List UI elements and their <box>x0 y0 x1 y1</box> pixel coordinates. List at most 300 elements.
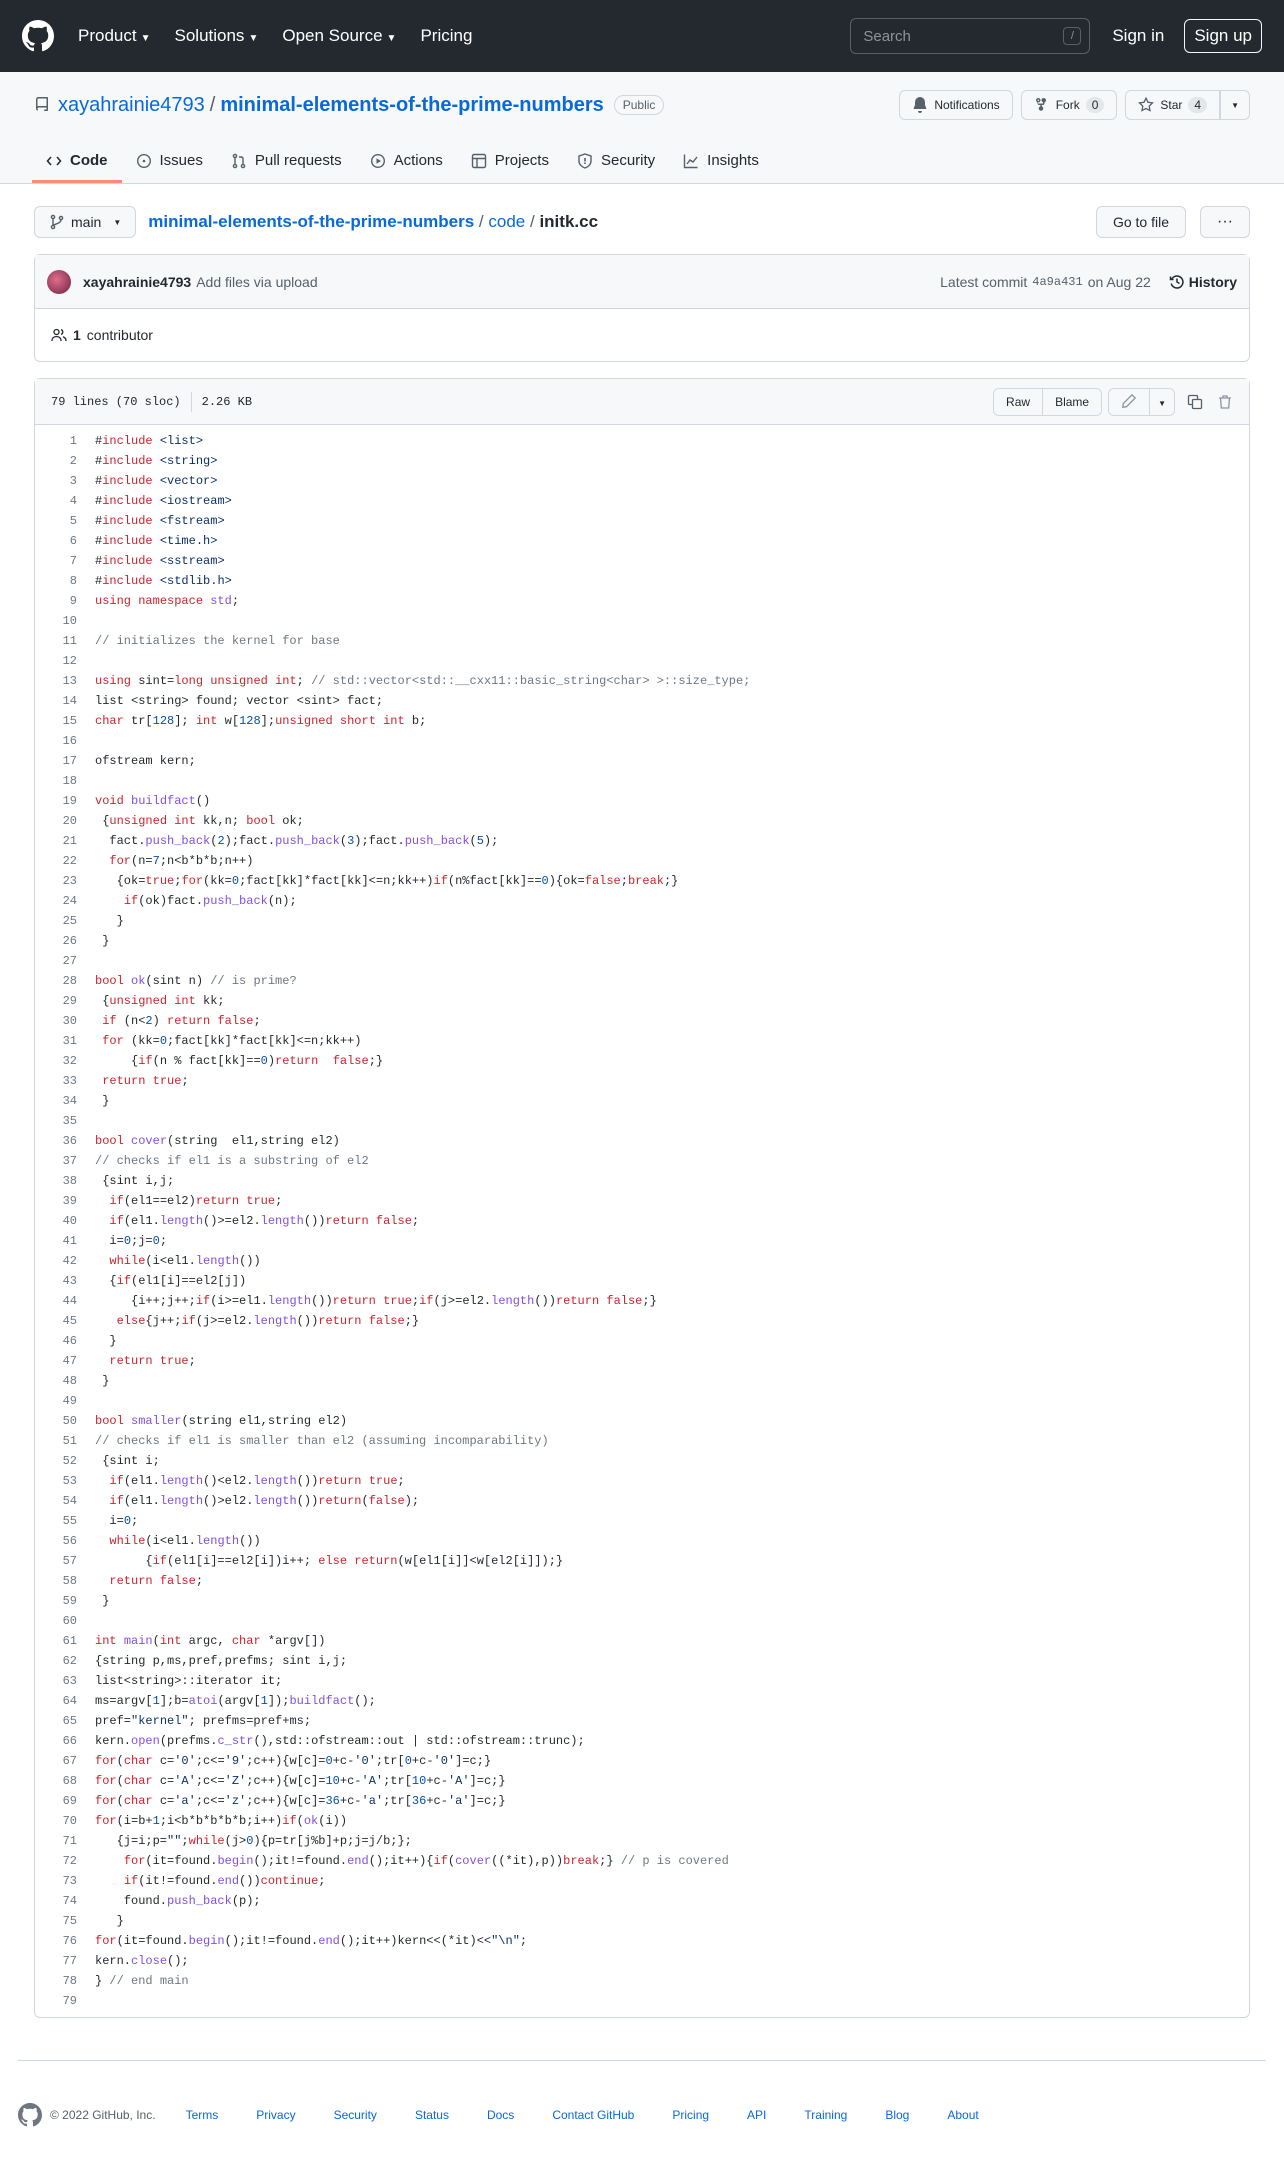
line-code: for(i=b+1;i<b*b*b*b*b;i++)if(ok(i)) <box>95 1814 348 1828</box>
line-code: found.push_back(p); <box>95 1894 261 1908</box>
star-icon <box>1138 97 1154 113</box>
line-number[interactable]: 10 <box>62 614 77 628</box>
code-line <box>35 1331 1249 1351</box>
line-number[interactable]: 6 <box>69 534 77 548</box>
line-number[interactable]: 77 <box>62 1954 77 1968</box>
line-code: if (n<2) return false; <box>102 1014 261 1028</box>
code-line <box>35 1611 1249 1631</box>
line-number[interactable]: 4 <box>69 494 77 508</box>
line-code: {sint i; <box>95 1454 160 1468</box>
line-code: {ok=true;for(kk=0;fact[kk]*fact[kk]<=n;kk++)if(n%fact[kk]==0){ok=false;break;} <box>95 874 679 888</box>
code-line <box>35 671 1249 691</box>
line-number[interactable]: 7 <box>69 554 77 568</box>
blame-button[interactable]: Blame <box>1042 389 1101 415</box>
line-number[interactable]: 55 <box>62 1514 77 1528</box>
code-line <box>35 1531 1249 1551</box>
code-line <box>35 1731 1249 1751</box>
line-number[interactable]: 50 <box>62 1414 77 1428</box>
code-line <box>35 911 1249 931</box>
line-code: // initializes the kernel for base <box>95 634 340 648</box>
code-line <box>35 1591 1249 1611</box>
tab-issues-label: Issues <box>159 152 203 169</box>
code-line <box>35 1851 1249 1871</box>
code-line <box>35 1011 1249 1031</box>
line-number[interactable]: 64 <box>62 1694 77 1708</box>
shield-icon <box>577 153 593 169</box>
line-number[interactable]: 53 <box>62 1474 77 1488</box>
fork-count: 0 <box>1086 97 1105 113</box>
file-box <box>34 378 1250 2018</box>
line-number[interactable]: 43 <box>62 1274 77 1288</box>
code-line <box>35 1711 1249 1731</box>
line-number[interactable]: 42 <box>62 1254 77 1268</box>
tab-code-label: Code <box>70 152 108 169</box>
code-line <box>35 511 1249 531</box>
nav-pricing[interactable]: Pricing <box>420 26 473 45</box>
code-line <box>35 1891 1249 1911</box>
code-line <box>35 811 1249 831</box>
code-line <box>35 1931 1249 1951</box>
footer-link-security[interactable]: Security <box>333 2108 377 2122</box>
breadcrumb <box>148 212 598 232</box>
code-line <box>35 1991 1249 2011</box>
line-code <box>77 1611 95 1631</box>
line-number[interactable]: 21 <box>62 834 77 848</box>
line-code: for (kk=0;fact[kk]*fact[kk]<=n;kk++) <box>102 1034 362 1048</box>
code-line <box>35 931 1249 951</box>
code-line <box>35 451 1249 471</box>
graph-icon <box>683 153 699 169</box>
line-code: if(el1.length()>el2.length())return(false); <box>109 1494 420 1508</box>
issue-icon <box>136 153 152 169</box>
line-number[interactable]: 30 <box>62 1014 77 1028</box>
line-number[interactable]: 25 <box>62 914 77 928</box>
footer-link-about[interactable]: About <box>947 2108 979 2122</box>
line-number[interactable]: 63 <box>62 1674 77 1688</box>
tab-pull-requests[interactable] <box>217 152 356 183</box>
line-number[interactable]: 37 <box>62 1154 77 1168</box>
line-number[interactable]: 75 <box>62 1914 77 1928</box>
code-line <box>35 551 1249 571</box>
line-number[interactable]: 58 <box>62 1574 77 1588</box>
line-number[interactable]: 65 <box>62 1714 77 1728</box>
code-line <box>35 1551 1249 1571</box>
commit-message-link[interactable]: Add files via upload <box>196 273 318 290</box>
tab-pull-requests-label: Pull requests <box>254 152 342 169</box>
slash-key-hint: / <box>1063 27 1081 45</box>
line-number[interactable]: 66 <box>62 1734 77 1748</box>
code-line <box>35 1171 1249 1191</box>
code-line <box>35 631 1249 651</box>
code-line <box>35 591 1249 611</box>
code-line <box>35 951 1249 971</box>
line-number[interactable]: 41 <box>62 1234 77 1248</box>
line-number[interactable]: 59 <box>62 1594 77 1608</box>
notifications-button[interactable] <box>899 90 1012 120</box>
breadcrumb-file-name: initk.cc <box>539 212 599 231</box>
line-number[interactable]: 51 <box>62 1434 77 1448</box>
history-link[interactable] <box>1169 274 1237 290</box>
breadcrumb-repo-link[interactable]: minimal-elements-of-the-prime-numbers <box>148 212 475 231</box>
footer-link-pricing[interactable]: Pricing <box>672 2108 710 2122</box>
line-code: ms=argv[1];b=atoi(argv[1]);buildfact(); <box>95 1694 376 1708</box>
contributors-label: contributor <box>86 327 153 343</box>
line-number[interactable]: 60 <box>62 1614 77 1628</box>
line-code: for(char c='0';c<='9';c++){w[c]=0+c-'0';tr[0+c-'0']=c;} <box>95 1754 492 1768</box>
line-code: #include <stdlib.h> <box>95 574 232 588</box>
line-code: // checks if el1 is a substring of el2 <box>95 1154 369 1168</box>
pull-request-icon <box>231 153 247 169</box>
commit-author-link[interactable]: xayahrainie4793 <box>83 273 192 290</box>
pencil-icon <box>1121 393 1137 409</box>
line-number[interactable]: 31 <box>62 1034 77 1048</box>
contributors-count: 1 <box>73 327 81 343</box>
line-code: kern.open(prefms.c_str(),std::ofstream::out | std::ofstream::trunc); <box>95 1734 585 1748</box>
path-separator: / <box>478 212 484 231</box>
tab-issues[interactable] <box>122 152 217 183</box>
code-line <box>35 1311 1249 1331</box>
code-line <box>35 1491 1249 1511</box>
line-number[interactable]: 39 <box>62 1194 77 1208</box>
line-number[interactable]: 16 <box>62 734 77 748</box>
line-number[interactable]: 9 <box>69 594 77 608</box>
more-options-button[interactable]: ··· <box>1200 206 1250 238</box>
code-line <box>35 751 1249 771</box>
code-line <box>35 991 1249 1011</box>
line-number[interactable]: 74 <box>62 1894 77 1908</box>
line-code: {sint i,j; <box>95 1174 175 1188</box>
line-number[interactable]: 36 <box>62 1134 77 1148</box>
line-number[interactable]: 47 <box>62 1354 77 1368</box>
code-line <box>35 651 1249 671</box>
line-number[interactable]: 23 <box>62 874 77 888</box>
line-code: {i++;j++;if(i>=el1.length())return true;if(j>=el2.length())return false;} <box>95 1294 657 1308</box>
tab-projects-label: Projects <box>494 152 549 169</box>
code-line <box>35 571 1249 591</box>
line-code: for(char c='A';c<='Z';c++){w[c]=10+c-'A';tr[10+c-'A']=c;} <box>95 1774 506 1788</box>
branch-name: main <box>71 214 102 230</box>
raw-blame-group <box>993 388 1102 416</box>
code-line <box>35 1071 1249 1091</box>
footer-link-terms[interactable]: Terms <box>185 2108 219 2122</box>
fork-button[interactable] <box>1021 90 1118 120</box>
path-separator: / <box>209 93 216 116</box>
line-number[interactable]: 14 <box>62 694 77 708</box>
line-code <box>77 951 95 971</box>
line-number[interactable]: 18 <box>62 774 77 788</box>
line-code: bool smaller(string el1,string el2) <box>95 1414 348 1428</box>
footer-link-api[interactable]: API <box>747 2108 767 2122</box>
footer <box>18 2103 1266 2127</box>
line-code: pref="kernel"; prefms=pref+ms; <box>95 1714 312 1728</box>
line-code: } // end main <box>95 1974 189 1988</box>
line-code: {if(el1[i]==el2[j]) <box>95 1274 247 1288</box>
global-header <box>0 0 1284 72</box>
branch-icon <box>49 214 65 230</box>
line-code: // checks if el1 is smaller than el2 (assuming incomparability) <box>95 1434 549 1448</box>
line-number[interactable]: 61 <box>62 1634 77 1648</box>
code-line <box>35 1291 1249 1311</box>
line-number[interactable]: 35 <box>62 1114 77 1128</box>
sign-up-button[interactable]: Sign up <box>1184 19 1262 53</box>
chevron-down-icon: ▼ <box>113 217 122 227</box>
line-number[interactable]: 54 <box>62 1494 77 1508</box>
line-number[interactable]: 19 <box>62 794 77 808</box>
line-number[interactable]: 67 <box>62 1754 77 1768</box>
code-line <box>35 771 1249 791</box>
history-label: History <box>1188 273 1237 290</box>
footer-links <box>186 2108 979 2122</box>
line-number[interactable]: 44 <box>62 1294 77 1308</box>
tab-actions[interactable] <box>356 152 457 183</box>
latest-commit-label: Latest commit <box>940 273 1028 290</box>
branch-select-button[interactable] <box>34 206 136 238</box>
fork-icon <box>1034 97 1050 113</box>
edit-dropdown-button[interactable] <box>1149 389 1174 415</box>
line-number[interactable]: 17 <box>62 754 77 768</box>
line-code: } <box>95 1594 110 1608</box>
copy-icon[interactable] <box>1187 394 1203 410</box>
line-number[interactable]: 45 <box>62 1314 77 1328</box>
fork-label: Fork <box>1055 98 1080 112</box>
line-code <box>77 651 95 671</box>
line-code: bool cover(string el1,string el2) <box>95 1134 340 1148</box>
avatar[interactable] <box>47 270 71 294</box>
footer-link-status[interactable]: Status <box>414 2108 449 2122</box>
line-number[interactable]: 3 <box>69 474 77 488</box>
line-number[interactable]: 28 <box>62 974 77 988</box>
nav-open-source[interactable]: Open Source ▼ <box>282 26 397 45</box>
raw-button[interactable]: Raw <box>994 389 1042 415</box>
repo-owner-link[interactable]: xayahrainie4793 <box>58 93 205 116</box>
line-code <box>77 771 95 791</box>
code-line <box>35 791 1249 811</box>
sign-in-link[interactable]: Sign in <box>1112 26 1165 45</box>
line-number[interactable]: 56 <box>62 1534 77 1548</box>
code-line <box>35 731 1249 751</box>
line-code: if(el1==el2)return true; <box>109 1194 283 1208</box>
line-code: } <box>95 934 110 948</box>
notifications-label: Notifications <box>934 98 1000 112</box>
bell-icon <box>912 97 928 113</box>
line-number[interactable]: 57 <box>62 1554 77 1568</box>
line-number[interactable]: 40 <box>62 1214 77 1228</box>
table-icon <box>471 153 487 169</box>
footer-link-contact-github[interactable]: Contact GitHub <box>552 2108 635 2122</box>
line-code: list <string> found; vector <sint> fact; <box>95 694 384 708</box>
line-number[interactable]: 15 <box>62 714 77 728</box>
code-line <box>35 1951 1249 1971</box>
line-code: using sint=long unsigned int; // std::vector<std::__cxx11::basic_string<char> >::size_type; <box>95 674 751 688</box>
code-line <box>35 1431 1249 1451</box>
line-code: } <box>95 1094 110 1108</box>
line-code: #include <fstream> <box>95 514 225 528</box>
line-number[interactable]: 48 <box>62 1374 77 1388</box>
line-code: else{j++;if(j>=el2.length())return false;} <box>116 1314 420 1328</box>
tab-insights[interactable] <box>669 152 773 183</box>
line-number[interactable]: 13 <box>62 674 77 688</box>
line-number[interactable]: 46 <box>62 1334 77 1348</box>
line-code: {if(el1[i]==el2[i])i++; else return(w[el1[i]]<w[el2[i]]);} <box>95 1554 564 1568</box>
line-number[interactable]: 49 <box>62 1394 77 1408</box>
line-number[interactable]: 8 <box>69 574 77 588</box>
line-number[interactable]: 29 <box>62 994 77 1008</box>
code-line <box>35 1811 1249 1831</box>
tab-projects[interactable] <box>457 152 563 183</box>
footer-copyright: © 2022 GitHub, Inc. <box>50 2108 156 2122</box>
code-line <box>35 1631 1249 1651</box>
line-code: using namespace std; <box>95 594 240 608</box>
line-code: kern.close(); <box>95 1954 189 1968</box>
line-number[interactable]: 71 <box>62 1834 77 1848</box>
line-code: } <box>95 1334 117 1348</box>
repo-name-link[interactable]: minimal-elements-of-the-prime-numbers <box>220 93 604 116</box>
star-button[interactable] <box>1125 90 1220 120</box>
line-number[interactable]: 68 <box>62 1774 77 1788</box>
tab-security-label: Security <box>600 152 656 169</box>
chevron-down-icon: ▼ <box>1158 398 1166 408</box>
line-code: for(it=found.begin();it!=found.end();it++){if(cover((*it),p))break;} // p is covered <box>123 1854 729 1868</box>
code-line <box>35 1911 1249 1931</box>
line-number[interactable]: 70 <box>62 1814 77 1828</box>
line-number[interactable]: 12 <box>62 654 77 668</box>
line-code: #include <string> <box>95 454 218 468</box>
line-code: int main(int argc, char *argv[]) <box>95 1634 326 1648</box>
line-code: #include <vector> <box>95 474 218 488</box>
line-number[interactable]: 52 <box>62 1454 77 1468</box>
code-line <box>35 1031 1249 1051</box>
line-number[interactable]: 11 <box>62 634 77 648</box>
code-line <box>35 1211 1249 1231</box>
search-input[interactable] <box>850 18 1090 54</box>
line-code: fact.push_back(2);fact.push_back(3);fact.push_back(5); <box>95 834 499 848</box>
line-code: i=0;j=0; <box>95 1234 168 1248</box>
code-line <box>35 471 1249 491</box>
code-line <box>35 1691 1249 1711</box>
contributors-link[interactable] <box>35 309 1249 361</box>
code-line <box>35 1871 1249 1891</box>
line-code <box>77 1991 95 2011</box>
play-circle-icon <box>370 153 386 169</box>
line-number[interactable]: 5 <box>69 514 77 528</box>
line-code: for(it=found.begin();it!=found.end();it++)kern<<(*it)<<"\n"; <box>95 1934 528 1948</box>
star-count: 4 <box>1188 97 1207 113</box>
line-number[interactable]: 73 <box>62 1874 77 1888</box>
code-line <box>35 1411 1249 1431</box>
line-number[interactable]: 2 <box>69 454 77 468</box>
line-number[interactable]: 72 <box>62 1854 77 1868</box>
code-line <box>35 1231 1249 1251</box>
line-code: } <box>95 1914 124 1928</box>
line-number[interactable]: 24 <box>62 894 77 908</box>
code-line <box>35 891 1249 911</box>
footer-link-privacy[interactable]: Privacy <box>256 2108 296 2122</box>
divider <box>191 392 192 412</box>
line-number[interactable]: 20 <box>62 814 77 828</box>
footer-link-training[interactable]: Training <box>804 2108 848 2122</box>
code-line <box>35 1371 1249 1391</box>
breadcrumb-dir-link[interactable]: code <box>488 212 526 231</box>
code-icon <box>46 153 62 169</box>
line-code: return false; <box>109 1574 204 1588</box>
code-line <box>35 1251 1249 1271</box>
code-line <box>35 1471 1249 1491</box>
footer-divider <box>18 2060 1266 2061</box>
line-number[interactable]: 34 <box>62 1094 77 1108</box>
tab-actions-label: Actions <box>393 152 443 169</box>
nav-solutions[interactable]: Solutions ▼ <box>174 26 259 45</box>
line-number[interactable]: 69 <box>62 1794 77 1808</box>
trash-icon[interactable] <box>1217 394 1233 410</box>
code-line <box>35 1091 1249 1111</box>
line-code: return true; <box>109 1354 196 1368</box>
code-line <box>35 1151 1249 1171</box>
code-line <box>35 1651 1249 1671</box>
line-number[interactable]: 76 <box>62 1934 77 1948</box>
line-code: return true; <box>102 1074 189 1088</box>
line-number[interactable]: 78 <box>62 1974 77 1988</box>
line-number[interactable]: 38 <box>62 1174 77 1188</box>
line-code: {unsigned int kk; <box>95 994 225 1008</box>
line-code: if(it!=found.end())continue; <box>123 1874 326 1888</box>
line-code: #include <iostream> <box>95 494 232 508</box>
commit-sha-link[interactable]: 4a9a431 <box>1032 274 1083 289</box>
star-dropdown-button[interactable] <box>1220 90 1250 120</box>
line-number[interactable]: 62 <box>62 1654 77 1668</box>
github-logo-icon[interactable] <box>22 20 54 52</box>
line-code: if(el1.length()<el2.length())return true; <box>109 1474 405 1488</box>
commit-box <box>34 254 1250 362</box>
code-line <box>35 1391 1249 1411</box>
tab-insights-label: Insights <box>707 152 759 169</box>
code-line <box>35 831 1249 851</box>
line-code: while(i<el1.length()) <box>109 1254 261 1268</box>
line-code: for(char c='a';c<='z';c++){w[c]=36+c-'a';tr[36+c-'a']=c;} <box>95 1794 506 1808</box>
line-number[interactable]: 26 <box>62 934 77 948</box>
line-code: {if(n % fact[kk]==0)return false;} <box>95 1054 384 1068</box>
line-code: } <box>95 914 124 928</box>
nav-product[interactable]: Product ▼ <box>78 26 151 45</box>
line-code: } <box>95 1374 110 1388</box>
line-number[interactable]: 33 <box>62 1074 77 1088</box>
code-line <box>35 1971 1249 1991</box>
line-number[interactable]: 22 <box>62 854 77 868</box>
go-to-file-button[interactable]: Go to file <box>1096 206 1186 238</box>
code-line <box>35 1111 1249 1131</box>
people-icon <box>51 327 67 343</box>
line-code <box>77 1391 95 1411</box>
code-line <box>35 531 1249 551</box>
edit-group <box>1108 388 1175 416</box>
footer-link-blog[interactable]: Blog <box>885 2108 910 2122</box>
line-number[interactable]: 1 <box>69 434 77 448</box>
file-size: 2.26 KB <box>201 394 253 409</box>
github-mark-icon[interactable] <box>18 2103 42 2127</box>
line-number[interactable]: 79 <box>62 1994 77 2008</box>
edit-button[interactable] <box>1109 389 1149 415</box>
code-line <box>35 691 1249 711</box>
line-code <box>77 611 95 631</box>
line-code: list<string>::iterator it; <box>95 1674 283 1688</box>
tab-code[interactable] <box>32 152 122 183</box>
tab-security[interactable] <box>563 152 669 183</box>
code-line <box>35 1751 1249 1771</box>
code-line <box>35 431 1249 451</box>
line-number[interactable]: 27 <box>62 954 77 968</box>
star-label: Star <box>1160 98 1183 112</box>
footer-link-docs[interactable]: Docs <box>486 2108 515 2122</box>
line-number[interactable]: 32 <box>62 1054 77 1068</box>
